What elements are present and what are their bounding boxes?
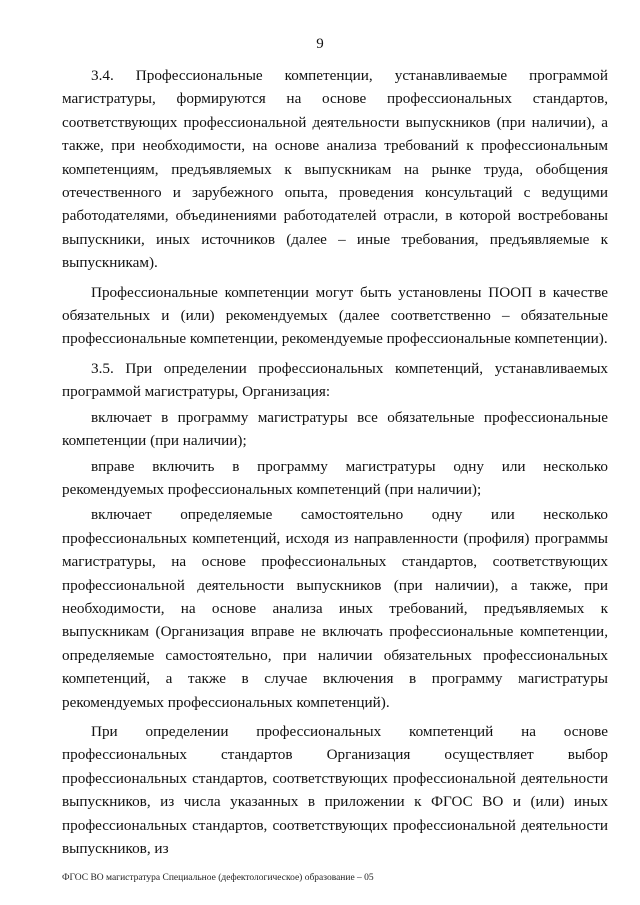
paragraph-3-4: 3.4. Профессиональные компетенции, устанавливаемые программой магистратуры, формируются на основе профессиональных стандартов, соответствующих профессиональной деятельности выпускников (при наличии), а также, при необходимости, на основе анализа требований к профессиональным компетенциям, предъявляемых к выпускникам на рынке труда, обобщения отечественного и зарубежного опыта, проведения консультаций с ведущими работодателями, объединениями работодателей отрасли, в которой востребованы выпускники, иных источников (далее – иные требования, предъявляемые к выпускникам). bbox=[62, 67, 608, 272]
list-item-self-defined: включает определяемые самостоятельно одну или несколько профессиональных компетенций, исходя из направленности (профиля) программы магистратуры, на основе профессиональных стандартов, соответствующих профессиональной деятельности выпускников (при наличии), а также, при необходимости, на основе анализа иных требований, предъявляемых к выпускникам (Организация вправе не включать профессиональные компетенции, определяемые самостоятельно, при наличии обязательных профессиональных компетенций, а также в случае включения в программу магистратуры рекомендуемых профессиональных компетенций). bbox=[62, 506, 608, 711]
paragraph-3-5: 3.5. При определении профессиональных компетенций, устанавливаемых программой магистратуры, Организация: bbox=[62, 359, 608, 401]
paragraph-poop-competencies: Профессиональные компетенции могут быть установлены ПООП в качестве обязательных и (или) рекомендуемых (далее соответственно – обязательные профессиональные компетенции, рекомендуемые профессиональные компетенции). bbox=[62, 283, 608, 348]
document-body bbox=[62, 64, 608, 866]
list-item-mandatory: включает в программу магистратуры все обязательные профессиональные компетенции (при наличии); bbox=[62, 408, 608, 450]
list-item-recommended: вправе включить в программу магистратуры одну или несколько рекомендуемых профессиональных компетенций (при наличии); bbox=[62, 457, 608, 498]
paragraph-prof-standards: При определении профессиональных компетенций на основе профессиональных стандартов Организация осуществляет выбор профессиональных стандартов, соответствующих профессиональной деятельности выпускников, из числа указанных в приложении к ФГОС ВО и (или) иных профессиональных стандартов, соответствующих профессиональной деятельности выпускников, из bbox=[62, 722, 608, 857]
page-number: 9 bbox=[316, 36, 324, 52]
page-footer: ФГОС ВО магистратура Специальное (дефектологическое) образование – 05 bbox=[62, 873, 374, 883]
